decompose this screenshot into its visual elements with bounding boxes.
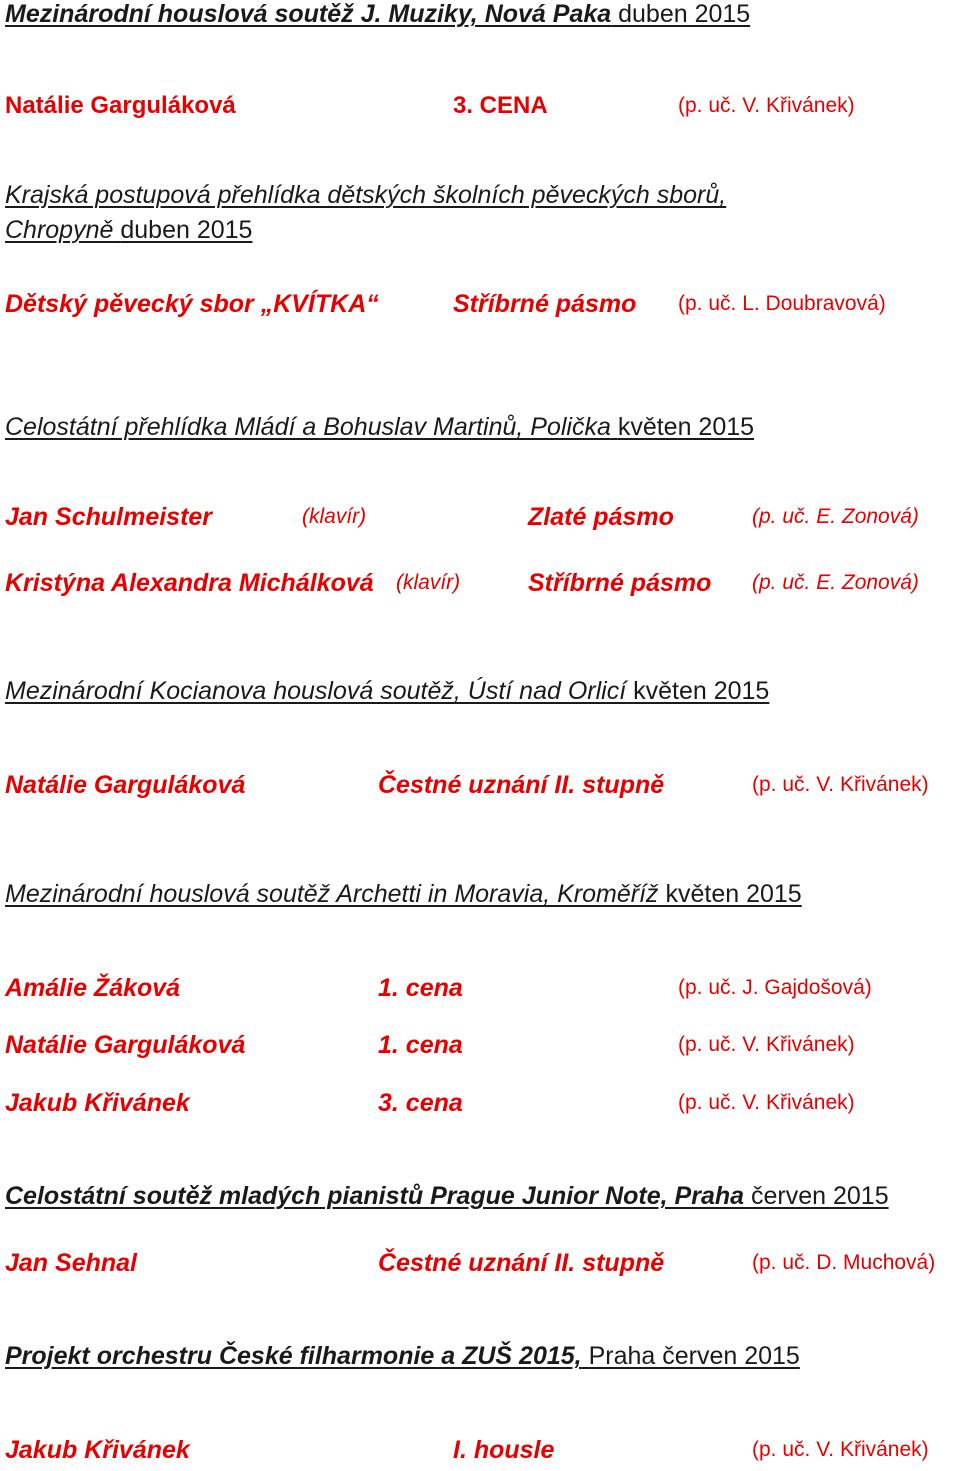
entry-award: 1. cena [378, 1031, 463, 1059]
entry-award: Stříbrné pásmo [453, 290, 637, 318]
heading-title: Celostátní soutěž mladých pianistů Prague Junior Note, Praha [5, 1182, 745, 1210]
entry-name: Jakub Křivánek [5, 1089, 190, 1117]
heading-title: Mezinárodní houslová soutěž J. Muziky, Nová Paka [5, 0, 612, 28]
entry-instrument: (klavír) [396, 571, 461, 594]
entry-award: 1. cena [378, 974, 463, 1002]
section-heading-chropyne-line2 [5, 216, 252, 245]
heading-title: Celostátní přehlídka Mládí a Bohuslav Martinů, Polička [5, 413, 611, 441]
heading-date: červen 2015 [751, 1182, 889, 1210]
entry-instrument: (klavír) [302, 505, 367, 528]
heading-date: duben 2015 [120, 216, 253, 244]
heading-title: Mezinárodní Kocianova houslová soutěž, Ústí nad Orlicí [5, 677, 627, 705]
section-heading-kromeriz [5, 880, 802, 909]
section-heading-policka [5, 413, 754, 442]
entry-teacher: (p. uč. E. Zonová) [752, 571, 919, 594]
entry-name: Natálie Garguláková [5, 771, 246, 799]
entry-name: Jan Sehnal [5, 1249, 137, 1277]
heading-date: květen 2015 [665, 880, 802, 908]
entry-teacher: (p. uč. E. Zonová) [752, 505, 919, 528]
heading-title: Projekt orchestru České filharmonie a ZUŠ 2015, [5, 1342, 582, 1370]
entry-name: Jan Schulmeister [5, 503, 213, 531]
entry-name: Amálie Žáková [5, 974, 181, 1002]
section-heading-nova-paka [5, 0, 750, 29]
heading-title-line2: Chropyně [5, 216, 114, 244]
heading-title-line1: Krajská postupová přehlídka dětských školních pěveckých sborů, [5, 181, 727, 209]
entry-award: 3. CENA [453, 92, 548, 119]
heading-title: Mezinárodní houslová soutěž Archetti in Moravia, Kroměříž [5, 880, 659, 908]
entry-award: Stříbrné pásmo [528, 569, 712, 597]
entry-name: Natálie Garguláková [5, 1031, 246, 1059]
entry-award: Čestné uznání II. stupně [378, 771, 665, 799]
entry-teacher: (p. uč. L. Doubravová) [678, 292, 886, 315]
entry-award: Zlaté pásmo [528, 503, 674, 531]
entry-name: Dětský pěvecký sbor „KVÍTKA“ [5, 290, 379, 318]
section-heading-prague-junior-note [5, 1182, 889, 1211]
heading-date: Praha červen 2015 [588, 1342, 800, 1370]
section-heading-usti [5, 677, 769, 706]
entry-award: 3. cena [378, 1089, 463, 1117]
entry-teacher: (p. uč. V. Křivánek) [752, 773, 929, 796]
entry-teacher: (p. uč. V. Křivánek) [678, 1091, 855, 1114]
section-heading-ceska-filharmonie [5, 1342, 800, 1371]
section-heading-chropyne [5, 181, 726, 210]
entry-teacher: (p. uč. V. Křivánek) [752, 1438, 929, 1461]
entry-award: Čestné uznání II. stupně [378, 1249, 665, 1277]
heading-date: květen 2015 [617, 413, 755, 441]
entry-teacher: (p. uč. V. Křivánek) [678, 94, 855, 117]
entry-name: Natálie Garguláková [5, 92, 236, 119]
heading-date: duben 2015 [618, 0, 751, 28]
entry-teacher: (p. uč. J. Gajdošová) [678, 976, 872, 999]
entry-award: I. housle [453, 1436, 555, 1464]
entry-teacher: (p. uč. D. Muchová) [752, 1251, 936, 1274]
heading-date: květen 2015 [633, 677, 770, 705]
entry-name: Jakub Křivánek [5, 1436, 190, 1464]
entry-teacher: (p. uč. V. Křivánek) [678, 1033, 855, 1056]
entry-name: Kristýna Alexandra Michálková [5, 569, 374, 597]
